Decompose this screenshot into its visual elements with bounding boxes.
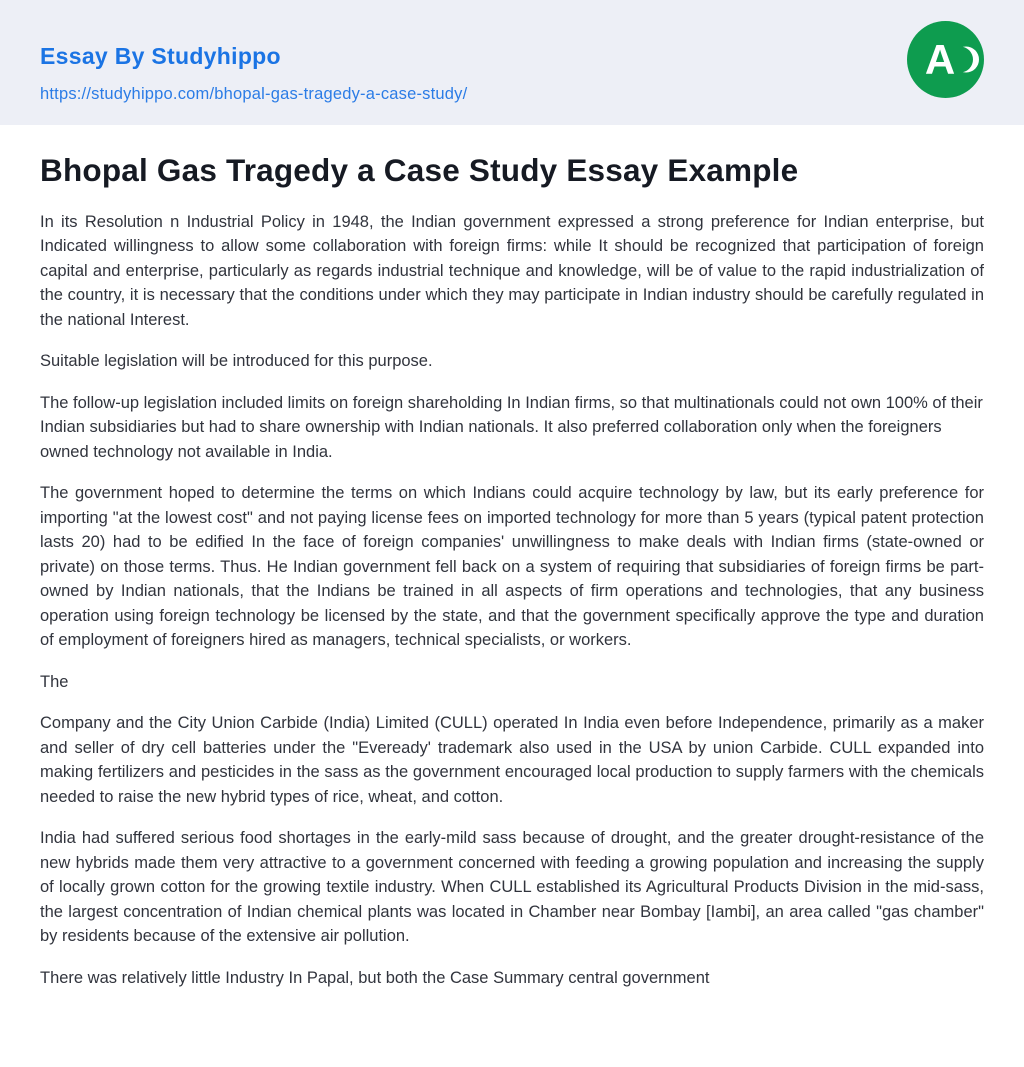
essay-paragraph-7: India had suffered serious food shortages in the early-mild sass because of drought, and the greater drought-resistance of the new hybrids made them very attractive to a government concerned with feeding a growing population and increasing the supply of locally grown cotton for the growing textile industry. When CULL established its Agricultural Products Division in the mid-sass, the largest concentration of Indian chemical plants was located in Chamber near Bombay [Iambi], an area called "gas chamber" by residents because of the extensive air pollution. [40,829,984,946]
essay-paragraph-4: The government hoped to determine the terms on which Indians could acquire technology by law, but its early preference for importing "at the lowest cost" and not paying license fees on imported technology for more than 5 years (typical patent protection lasts 20) had to be edified In the face of foreign companies' unwillingness to make deals with Indian firms (state-owned or private) on those terms. Thus. He Indian government fell back on a system of requiring that subsidiaries of foreign firms be part-owned by Indian nationals, that the Indians be trained in all aspects of firm operations and technologies, that any business operation using foreign technology be licensed by the state, and that the government specifically approve the type and duration of employment of foreigners hired as managers, technical specialists, or workers. [40,484,984,650]
header [0,0,1024,125]
essay-paragraph-2: Suitable legislation will be introduced for this purpose. [40,352,433,371]
essay-paragraph-1: In its Resolution n Industrial Policy in 1948, the Indian government expressed a strong preference for Indian enterprise, but Indicated willingness to allow some collaboration with foreign firms: while It should be recognized that participation of foreign capital and enterprise, particularly as regards industrial technique and knowledge, will be of value to the rapid industrialization of the country, it is necessary that the conditions under which they may participate in Indian industry should be carefully regulated in the national Interest. [40,212,984,329]
brand-title: Essay By Studyhippo [40,43,281,69]
logo-graphic [907,21,984,98]
essay-paragraph-8: There was relatively little Industry In Papal, but both the Case Summary central government [40,968,710,987]
essay-paragraph-3: The follow-up legislation included limits on foreign shareholding In Indian firms, so that multinationals could not own 100% of their Indian subsidiaries but had to share ownership with Indian nationals. It also preferred collaboration only when the foreigners owned technology not available in India. [40,393,983,461]
source-url-link[interactable]: https://studyhippo.com/bhopal-gas-tragedy-a-case-study/ [40,85,468,103]
studyhippo-logo-icon [907,21,984,98]
header-text [40,43,467,104]
logo-letter: A [924,36,956,83]
essay-paragraph-6: Company and the City Union Carbide (India) Limited (CULL) operated In India even before Independence, primarily as a maker and seller of dry cell batteries under the "Eveready' trademark also used in the USA by union Carbide. CULL expanded into making fertilizers and pesticides in the sass as the government encouraged local production to supply farmers with the chemicals needed to raise the new hybrid types of rice, wheat, and cotton. [40,714,984,806]
essay-title: Bhopal Gas Tragedy a Case Study Essay Example [40,152,799,188]
essay-paragraph-5: The [40,672,69,691]
essay-content [0,125,1024,1067]
